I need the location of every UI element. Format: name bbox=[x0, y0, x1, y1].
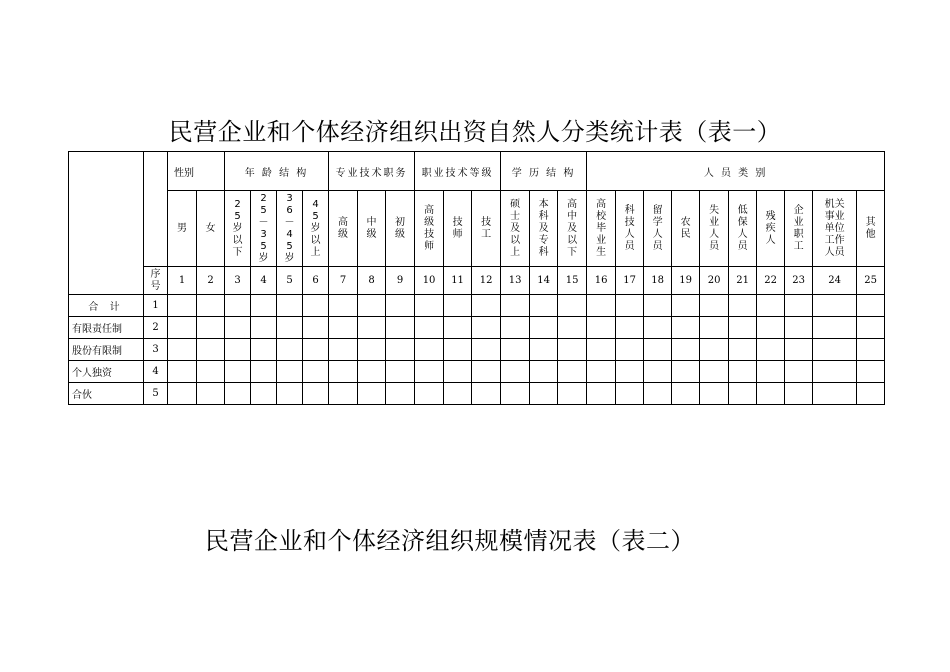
table-cell[interactable] bbox=[857, 317, 885, 339]
table-cell[interactable] bbox=[700, 317, 729, 339]
table-cell[interactable] bbox=[197, 361, 225, 383]
table-cell[interactable] bbox=[558, 361, 587, 383]
table-cell[interactable] bbox=[813, 383, 857, 405]
column-header: 企业职工 bbox=[785, 191, 813, 267]
table-cell[interactable] bbox=[857, 383, 885, 405]
column-header: 低保人员 bbox=[729, 191, 757, 267]
group-header: 性别 bbox=[168, 152, 225, 191]
table-cell[interactable] bbox=[700, 361, 729, 383]
row-number: 2 bbox=[144, 317, 168, 339]
column-header: 25－35岁 bbox=[251, 191, 277, 267]
group-header: 学 历 结 构 bbox=[501, 152, 587, 191]
table-cell[interactable] bbox=[785, 361, 813, 383]
header-corner-cell bbox=[69, 152, 144, 295]
column-number: 8 bbox=[358, 267, 386, 295]
table-cell[interactable] bbox=[757, 383, 785, 405]
table-cell[interactable] bbox=[587, 295, 616, 317]
table-cell[interactable] bbox=[672, 317, 700, 339]
row-number: 5 bbox=[144, 383, 168, 405]
column-header: 高级 bbox=[329, 191, 358, 267]
table-cell[interactable] bbox=[813, 295, 857, 317]
row-label: 有限责任制 bbox=[69, 317, 144, 339]
row-label: 合伙 bbox=[69, 383, 144, 405]
table-cell[interactable] bbox=[616, 361, 644, 383]
table-cell[interactable] bbox=[472, 361, 501, 383]
column-number: 4 bbox=[251, 267, 277, 295]
seq-header: 序号 bbox=[144, 267, 168, 295]
column-number: 9 bbox=[386, 267, 415, 295]
group-header: 职业技术等级 bbox=[415, 152, 501, 191]
table-cell[interactable] bbox=[197, 295, 225, 317]
table-cell[interactable] bbox=[168, 339, 197, 361]
column-header: 技工 bbox=[472, 191, 501, 267]
table-cell[interactable] bbox=[303, 317, 329, 339]
group-header: 人 员 类 别 bbox=[587, 152, 885, 191]
table-cell[interactable] bbox=[472, 295, 501, 317]
table-cell[interactable] bbox=[501, 383, 530, 405]
table-cell[interactable] bbox=[757, 317, 785, 339]
table-cell[interactable] bbox=[558, 317, 587, 339]
table-cell[interactable] bbox=[857, 339, 885, 361]
table-cell[interactable] bbox=[587, 317, 616, 339]
column-number: 12 bbox=[472, 267, 501, 295]
table-cell[interactable] bbox=[501, 361, 530, 383]
column-header: 25岁以下 bbox=[225, 191, 251, 267]
table-cell[interactable] bbox=[729, 317, 757, 339]
table-cell[interactable] bbox=[729, 361, 757, 383]
table-cell[interactable] bbox=[644, 383, 672, 405]
table-cell[interactable] bbox=[644, 339, 672, 361]
table-cell[interactable] bbox=[616, 383, 644, 405]
table-cell[interactable] bbox=[277, 383, 303, 405]
table-cell[interactable] bbox=[644, 361, 672, 383]
table-cell[interactable] bbox=[197, 383, 225, 405]
column-number: 21 bbox=[729, 267, 757, 295]
table-cell[interactable] bbox=[785, 317, 813, 339]
table-cell[interactable] bbox=[251, 339, 277, 361]
column-number: 3 bbox=[225, 267, 251, 295]
table-row bbox=[69, 361, 885, 383]
column-header: 45岁以上 bbox=[303, 191, 329, 267]
column-number: 25 bbox=[857, 267, 885, 295]
table-cell[interactable] bbox=[813, 339, 857, 361]
table-cell[interactable] bbox=[587, 361, 616, 383]
table-cell[interactable] bbox=[501, 295, 530, 317]
table-cell[interactable] bbox=[197, 317, 225, 339]
table-cell[interactable] bbox=[415, 361, 444, 383]
column-header: 留学人员 bbox=[644, 191, 672, 267]
column-number: 22 bbox=[757, 267, 785, 295]
table-cell[interactable] bbox=[386, 317, 415, 339]
table-cell[interactable] bbox=[558, 295, 587, 317]
row-label: 合 计 bbox=[69, 295, 144, 317]
table-cell[interactable] bbox=[729, 339, 757, 361]
column-number: 24 bbox=[813, 267, 857, 295]
table-cell[interactable] bbox=[616, 295, 644, 317]
table-cell[interactable] bbox=[225, 339, 251, 361]
table-cell[interactable] bbox=[277, 317, 303, 339]
column-header: 硕士及以上 bbox=[501, 191, 530, 267]
table-row bbox=[69, 295, 885, 317]
table-cell[interactable] bbox=[785, 295, 813, 317]
table-cell[interactable] bbox=[303, 295, 329, 317]
table-cell[interactable] bbox=[444, 317, 472, 339]
table-cell[interactable] bbox=[225, 361, 251, 383]
natural-person-statistics-table bbox=[68, 151, 885, 405]
table-cell[interactable] bbox=[813, 317, 857, 339]
table-cell[interactable] bbox=[303, 339, 329, 361]
column-number: 5 bbox=[277, 267, 303, 295]
header-seq-blank bbox=[144, 152, 168, 267]
table-cell[interactable] bbox=[225, 383, 251, 405]
group-header: 年 龄 结 构 bbox=[225, 152, 329, 191]
column-number: 18 bbox=[644, 267, 672, 295]
column-header: 高中及以下 bbox=[558, 191, 587, 267]
table-cell[interactable] bbox=[415, 317, 444, 339]
column-number: 13 bbox=[501, 267, 530, 295]
column-header: 技师 bbox=[444, 191, 472, 267]
table-cell[interactable] bbox=[225, 317, 251, 339]
table-cell[interactable] bbox=[168, 383, 197, 405]
table-cell[interactable] bbox=[501, 317, 530, 339]
table-row bbox=[69, 317, 885, 339]
table-cell[interactable] bbox=[757, 339, 785, 361]
table-cell[interactable] bbox=[415, 295, 444, 317]
table-cell[interactable] bbox=[757, 361, 785, 383]
column-header: 男 bbox=[168, 191, 197, 267]
table-cell[interactable] bbox=[700, 295, 729, 317]
table-cell[interactable] bbox=[386, 339, 415, 361]
column-header: 36－45岁 bbox=[277, 191, 303, 267]
table2-title: 民营企业和个体经济组织规模情况表（表二） bbox=[205, 527, 695, 555]
table-cell[interactable] bbox=[587, 339, 616, 361]
column-header: 机关事业单位工作人员 bbox=[813, 191, 857, 267]
row-label: 个人独资 bbox=[69, 361, 144, 383]
table-cell[interactable] bbox=[251, 361, 277, 383]
table-cell[interactable] bbox=[358, 295, 386, 317]
table-cell[interactable] bbox=[616, 317, 644, 339]
table-cell[interactable] bbox=[386, 361, 415, 383]
column-header: 农民 bbox=[672, 191, 700, 267]
table-cell[interactable] bbox=[558, 339, 587, 361]
table-cell[interactable] bbox=[616, 339, 644, 361]
table-cell[interactable] bbox=[277, 339, 303, 361]
column-number: 19 bbox=[672, 267, 700, 295]
table-cell[interactable] bbox=[329, 361, 358, 383]
table-cell[interactable] bbox=[672, 339, 700, 361]
column-header: 本科及专科 bbox=[530, 191, 558, 267]
table-cell[interactable] bbox=[530, 295, 558, 317]
table-cell[interactable] bbox=[700, 383, 729, 405]
table-cell[interactable] bbox=[530, 361, 558, 383]
column-header: 高级技师 bbox=[415, 191, 444, 267]
table-cell[interactable] bbox=[444, 295, 472, 317]
column-header: 科技人员 bbox=[616, 191, 644, 267]
table-cell[interactable] bbox=[251, 317, 277, 339]
group-header: 专业技术职务 bbox=[329, 152, 415, 191]
column-number: 2 bbox=[197, 267, 225, 295]
column-header: 失业人员 bbox=[700, 191, 729, 267]
column-header: 其他 bbox=[857, 191, 885, 267]
table-cell[interactable] bbox=[329, 383, 358, 405]
table-cell[interactable] bbox=[225, 295, 251, 317]
table-cell[interactable] bbox=[813, 361, 857, 383]
table-cell[interactable] bbox=[251, 383, 277, 405]
table-cell[interactable] bbox=[358, 383, 386, 405]
row-label: 股份有限制 bbox=[69, 339, 144, 361]
table-cell[interactable] bbox=[530, 383, 558, 405]
column-header: 残疾人 bbox=[757, 191, 785, 267]
table-cell[interactable] bbox=[168, 317, 197, 339]
column-header: 高校毕业生 bbox=[587, 191, 616, 267]
table-cell[interactable] bbox=[644, 295, 672, 317]
table-cell[interactable] bbox=[168, 361, 197, 383]
column-number: 6 bbox=[303, 267, 329, 295]
table-cell[interactable] bbox=[251, 295, 277, 317]
table-cell[interactable] bbox=[444, 383, 472, 405]
column-number: 15 bbox=[558, 267, 587, 295]
table-cell[interactable] bbox=[444, 361, 472, 383]
table-cell[interactable] bbox=[329, 317, 358, 339]
table-cell[interactable] bbox=[757, 295, 785, 317]
table-cell[interactable] bbox=[558, 383, 587, 405]
column-number: 14 bbox=[530, 267, 558, 295]
table-cell[interactable] bbox=[644, 317, 672, 339]
table-cell[interactable] bbox=[277, 295, 303, 317]
table-cell[interactable] bbox=[857, 295, 885, 317]
column-number: 1 bbox=[168, 267, 197, 295]
table-cell[interactable] bbox=[386, 295, 415, 317]
table-cell[interactable] bbox=[197, 339, 225, 361]
column-header: 中级 bbox=[358, 191, 386, 267]
table-cell[interactable] bbox=[587, 383, 616, 405]
table-cell[interactable] bbox=[168, 295, 197, 317]
table-cell[interactable] bbox=[785, 383, 813, 405]
table-cell[interactable] bbox=[444, 339, 472, 361]
column-number: 10 bbox=[415, 267, 444, 295]
table-cell[interactable] bbox=[472, 383, 501, 405]
column-header: 初级 bbox=[386, 191, 415, 267]
table-cell[interactable] bbox=[415, 383, 444, 405]
table-cell[interactable] bbox=[785, 339, 813, 361]
table-cell[interactable] bbox=[672, 295, 700, 317]
column-number: 11 bbox=[444, 267, 472, 295]
table-cell[interactable] bbox=[303, 361, 329, 383]
row-number: 1 bbox=[144, 295, 168, 317]
table-row bbox=[69, 383, 885, 405]
table-cell[interactable] bbox=[358, 361, 386, 383]
row-number: 4 bbox=[144, 361, 168, 383]
table-cell[interactable] bbox=[530, 317, 558, 339]
table-row bbox=[69, 339, 885, 361]
table-cell[interactable] bbox=[472, 339, 501, 361]
table-cell[interactable] bbox=[415, 339, 444, 361]
table-cell[interactable] bbox=[358, 339, 386, 361]
table-cell[interactable] bbox=[329, 295, 358, 317]
column-number: 23 bbox=[785, 267, 813, 295]
column-number: 7 bbox=[329, 267, 358, 295]
column-header: 女 bbox=[197, 191, 225, 267]
table-cell[interactable] bbox=[501, 339, 530, 361]
column-number: 17 bbox=[616, 267, 644, 295]
table1-title: 民营企业和个体经济组织出资自然人分类统计表（表一） bbox=[168, 118, 782, 146]
table-cell[interactable] bbox=[386, 383, 415, 405]
column-number: 16 bbox=[587, 267, 616, 295]
table-cell[interactable] bbox=[358, 317, 386, 339]
table-cell[interactable] bbox=[303, 383, 329, 405]
table-cell[interactable] bbox=[857, 361, 885, 383]
table-cell[interactable] bbox=[329, 339, 358, 361]
column-number: 20 bbox=[700, 267, 729, 295]
table-cell[interactable] bbox=[672, 383, 700, 405]
table-cell[interactable] bbox=[729, 295, 757, 317]
table-cell[interactable] bbox=[277, 361, 303, 383]
table-cell[interactable] bbox=[729, 383, 757, 405]
table-cell[interactable] bbox=[472, 317, 501, 339]
table-cell[interactable] bbox=[530, 339, 558, 361]
table-cell[interactable] bbox=[672, 361, 700, 383]
table-cell[interactable] bbox=[700, 339, 729, 361]
row-number: 3 bbox=[144, 339, 168, 361]
